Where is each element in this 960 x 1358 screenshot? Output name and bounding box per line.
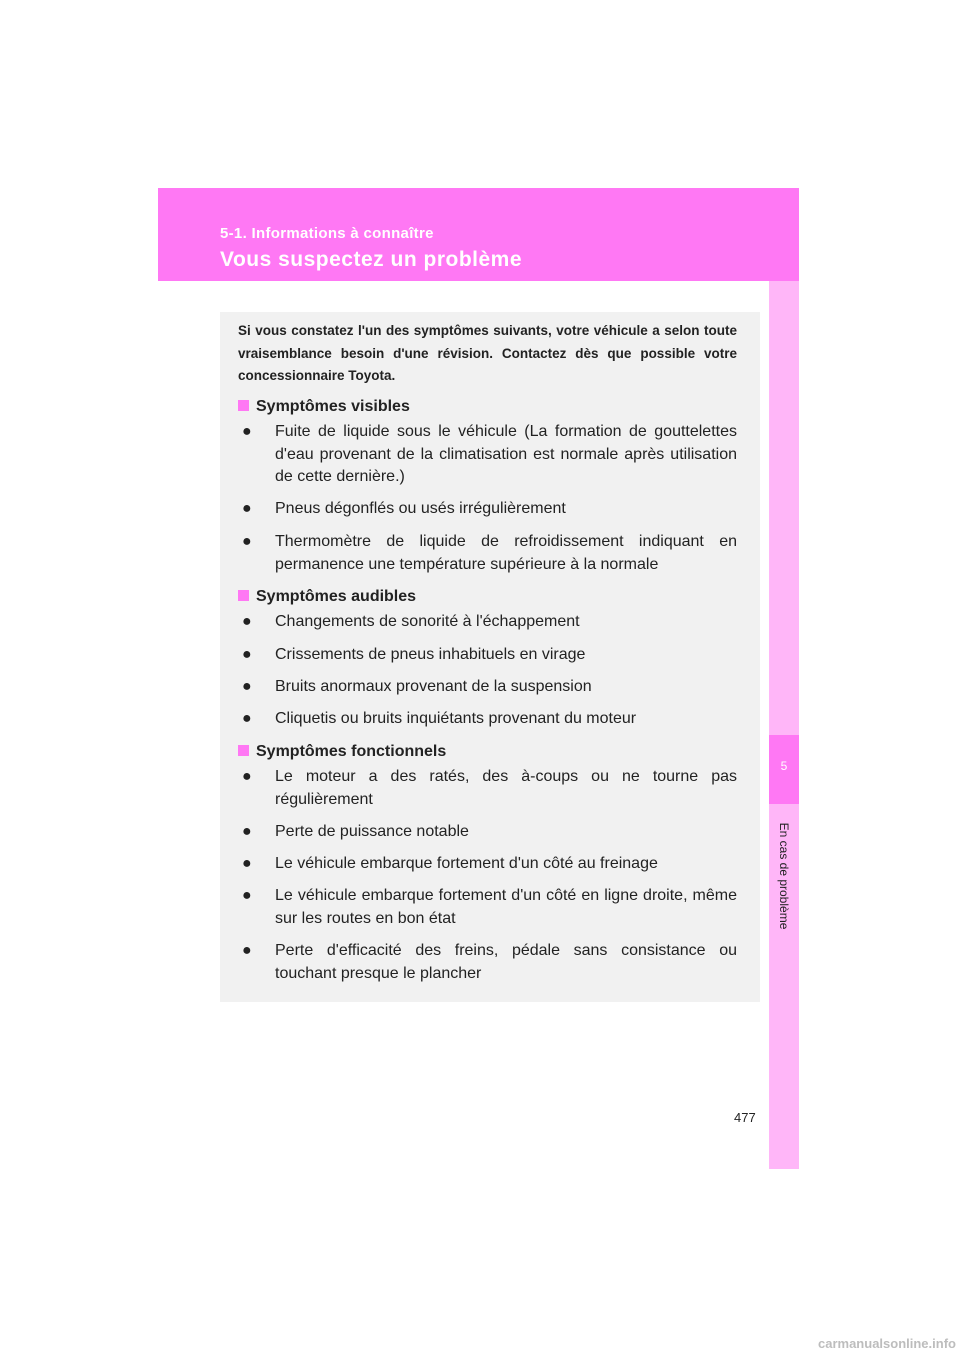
group-title-fonctionnels: Symptômes fonctionnels — [238, 743, 446, 761]
intro-text: Si vous constatez l'un des symptômes suivants, votre véhicule a selon toute vraisemblance besoin d'une révision. Contactez dès que possible votre concessionnaire Toyota. — [238, 323, 737, 383]
page-title: Vous suspectez un problème — [220, 248, 523, 271]
square-bullet-icon — [238, 745, 249, 756]
bullet-icon: ● — [242, 823, 252, 840]
bullet-icon: ● — [242, 500, 252, 517]
bullet-icon: ● — [242, 646, 252, 663]
side-strip — [769, 281, 799, 1169]
list-item: ● Changements de sonorité à l'échappement — [242, 611, 737, 634]
square-bullet-icon — [238, 400, 249, 411]
symptoms-panel — [220, 312, 760, 1002]
chapter-number: 5 — [780, 759, 788, 773]
list-item: ● Pneus dégonflés ou usés irrégulièrement — [242, 498, 737, 521]
group-title-audibles: Symptômes audibles — [238, 588, 416, 606]
group-title-visibles: Symptômes visibles — [238, 398, 410, 416]
bullet-icon: ● — [242, 942, 252, 959]
square-bullet-icon — [238, 590, 249, 601]
list-item: ● Thermomètre de liquide de refroidissement indiquant en permanence une température supérieure à la normale — [242, 533, 737, 573]
bullet-icon: ● — [242, 423, 252, 440]
list-item: ● Le véhicule embarque fortement d'un côté au freinage — [242, 853, 737, 876]
page-number: 477 — [734, 1110, 756, 1125]
section-label: 5-1. Informations à connaître — [220, 225, 434, 242]
bullet-icon: ● — [242, 710, 252, 727]
list-item: ● Perte de puissance notable — [242, 821, 737, 844]
bullet-icon: ● — [242, 678, 252, 695]
list-item: ● Crissements de pneus inhabituels en virage — [242, 644, 737, 667]
chapter-title: En cas de problème — [777, 822, 791, 930]
bullet-icon: ● — [242, 768, 252, 785]
list-item: ● Bruits anormaux provenant de la suspension — [242, 676, 737, 699]
list-item: ● Le véhicule embarque fortement d'un côté en ligne droite, même sur les routes en bon état — [242, 887, 737, 927]
bullet-icon: ● — [242, 855, 252, 872]
bullet-icon: ● — [242, 887, 252, 904]
list-item: ● Perte d'efficacité des freins, pédale sans consistance ou touchant presque le plancher — [242, 942, 737, 982]
bullet-icon: ● — [242, 533, 252, 550]
watermark-text[interactable]: carmanualsonline.info — [818, 1336, 956, 1351]
page-header — [158, 188, 799, 281]
list-item: ● Fuite de liquide sous le véhicule (La formation de gouttelettes d'eau provenant de la climatisation est normale après utilisation de cette dernière.) — [242, 423, 737, 485]
bullet-icon: ● — [242, 613, 252, 630]
list-item: ● Le moteur a des ratés, des à-coups ou ne tourne pas régulièrement — [242, 768, 737, 808]
chapter-tab[interactable] — [769, 735, 799, 804]
list-item: ● Cliquetis ou bruits inquiétants provenant du moteur — [242, 708, 737, 731]
